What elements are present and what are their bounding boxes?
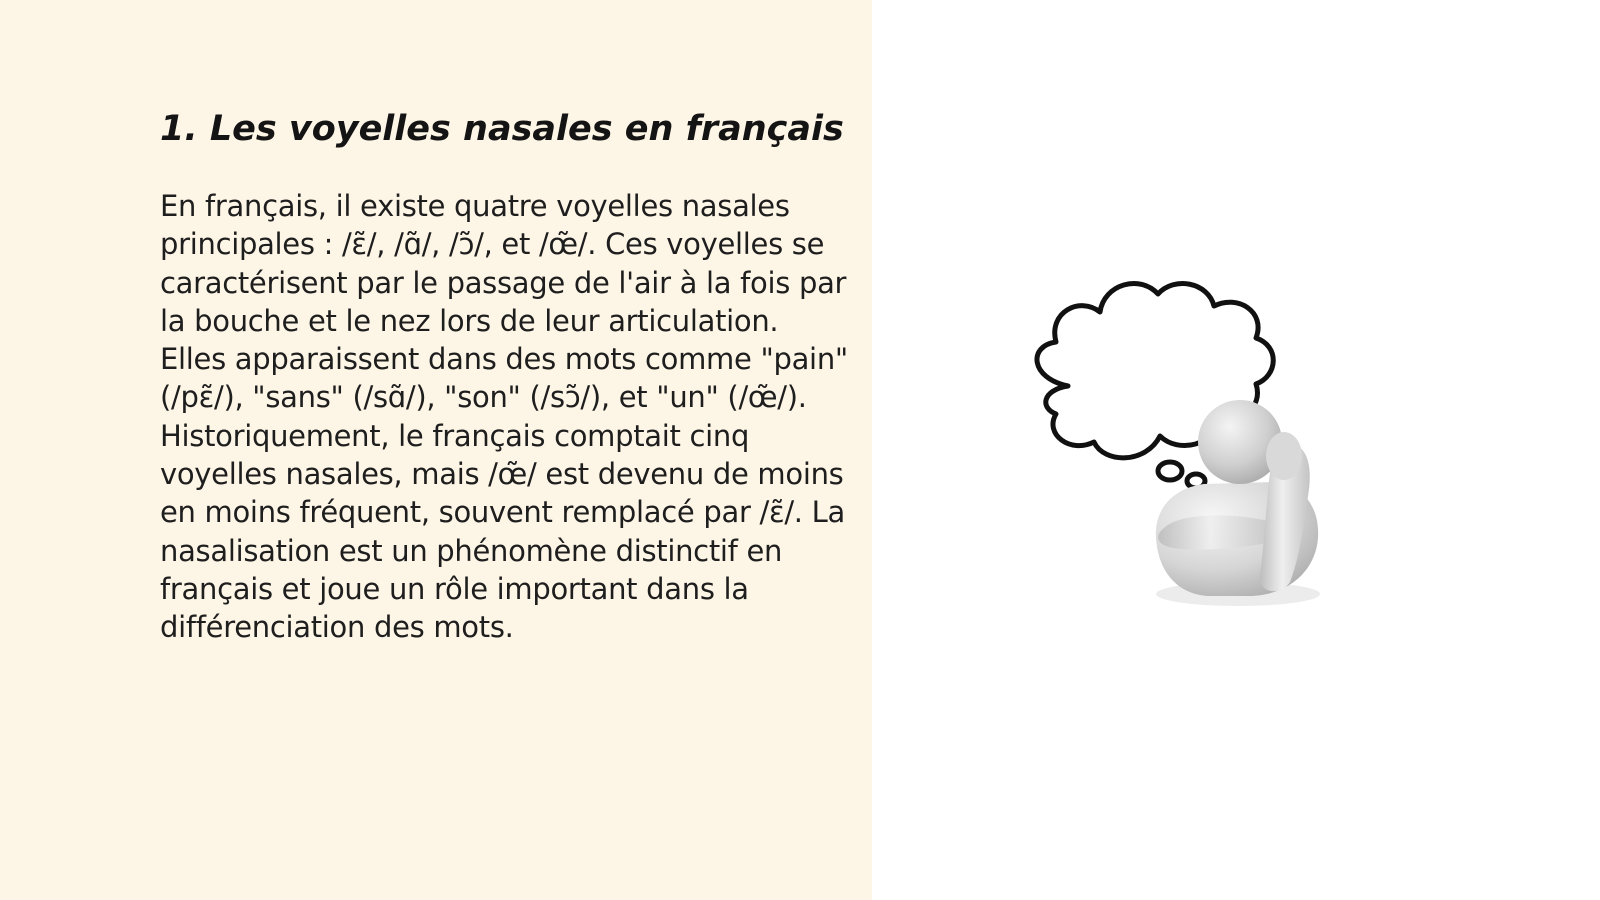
slide-body-text: En français, il existe quatre voyelles nasales principales : /ɛ̃/, /ɑ̃/, /ɔ̃/, et /œ̃/. Ces voyelles se caractérisent par le passage de l'air à la fois par la bouche et le nez lors de leur articulation. Elles apparaissent dans des mots comme "pain" (/pɛ̃/), "sans" (/sɑ̃/), "son" (/sɔ̃/), et "un" (/œ̃/). Historiquement, le français comptait cinq voyelles nasales, mais /œ̃/ est devenu de moins en moins fréquent, souvent remplacé par /ɛ̃/. La nasalisation est un phénomène distinctif en français et joue un rôle important dans la différenciation des mots. xyxy=(160,189,848,645)
thinking-person-icon xyxy=(1028,276,1348,616)
slide-title: 1. Les voyelles nasales en français xyxy=(160,109,844,149)
